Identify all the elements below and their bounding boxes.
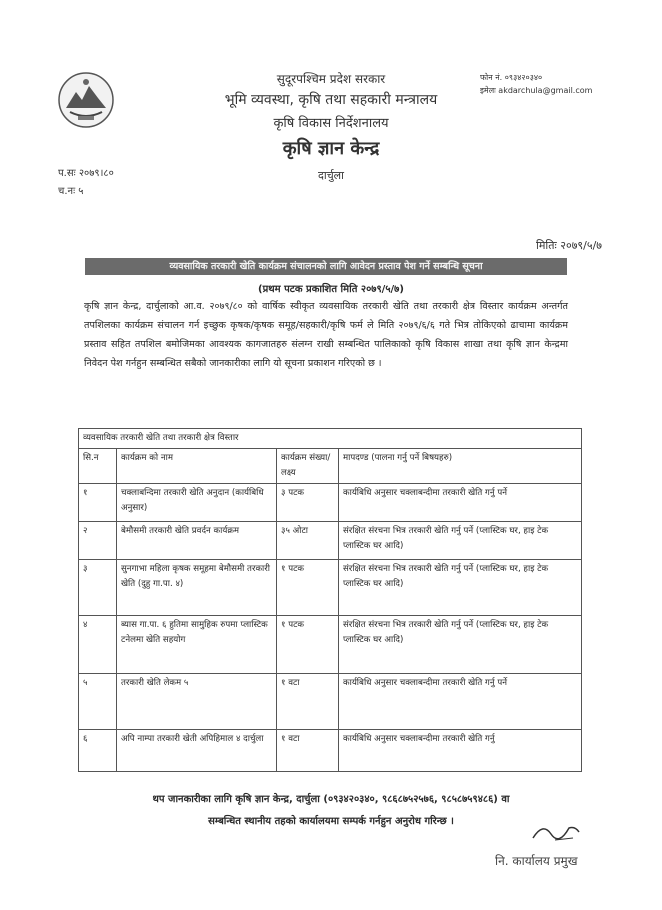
header-location: दार्चुला xyxy=(318,169,344,182)
cell-sn: २ xyxy=(79,522,117,560)
table-row xyxy=(79,484,582,522)
cell-criteria: संरक्षित संरचना भित्र तरकारी खेति गर्नु पर्ने (प्लास्टिक घर, हाइ टेक प्लास्टिक घर आदि) xyxy=(339,522,582,560)
cell-qty: १ वटा xyxy=(277,674,339,730)
cell-qty: १ वटा xyxy=(277,730,339,772)
notice-subtitle: (प्रथम पटक प्रकाशित मिति २०७९/५/७) xyxy=(258,284,404,295)
cell-sn: ४ xyxy=(79,616,117,674)
cell-name: अपि नाम्पा तरकारी खेती अपिहिमाल ४ दार्चुला xyxy=(117,730,277,772)
table-row xyxy=(79,560,582,616)
table-row xyxy=(79,522,582,560)
cell-criteria: कार्यबिधि अनुसार चक्लाबन्दीमा तरकारी खेति गर्नु पर्ने xyxy=(339,674,582,730)
notice-body: कृषि ज्ञान केन्द्र, दार्चुलाको आ.व. २०७९/८० को वार्षिक स्वीकृत व्यवसायिक तरकारी खेति तथा तरकारी क्षेत्र विस्तार कार्यक्रम अन्तर्गत तपशिलका कार्यक्रम संचालन गर्न इच्छुक कृषक/कृषक समूह/सहकारी/कृषि फर्म ले मिति २०७९/६/६ गते भित्र तोकिएको ढाचामा कार्यक्रम प्रस्ताव सहित तपशिल बमोजिमका आवश्यक कागजातहरु संलग्न राखी सम्बन्धित पालिकाको कृषि विकास शाखा तथा कृषि ज्ञान केन्द्रमा निवेदन पेश गर्नहुन सम्बन्धित सबैको जानकारीका लागि यो सूचना प्रकाशन गरिएको छ । xyxy=(84,301,568,369)
header-ministry: भूमि व्यवस्था, कृषि तथा सहकारी मन्त्रालय xyxy=(224,92,438,108)
cell-name: सुनगाभा महिला कृषक समूहमा बेमौसमी तरकारी खेति (दुहु गा.पा. ४) xyxy=(117,560,277,616)
signature-label: नि. कार्यालय प्रमुख xyxy=(495,854,578,868)
cell-sn: ५ xyxy=(79,674,117,730)
column-header-name: कार्यक्रम को नाम xyxy=(117,449,277,484)
signature-mark xyxy=(525,818,585,846)
header-office-name: कृषि ज्ञान केन्द्र xyxy=(282,138,380,159)
footer-contact-line: थप जानकारीका लागि कृषि ज्ञान केन्द्र, दार्चुला (०९३४२०३४०, ९८६८७५२५७६, ९८५८७५९४८६) वा xyxy=(152,794,510,805)
cell-criteria: कार्यबिधि अनुसार चक्लाबन्दीमा तरकारी खेति गर्नु xyxy=(339,730,582,772)
cell-criteria: कार्यबिधि अनुसार चक्लाबन्दीमा तरकारी खेति गर्नु पर्ने xyxy=(339,484,582,522)
dispatch-number: च.नः ५ xyxy=(58,186,84,197)
header-directorate: कृषि विकास निर्देशनालय xyxy=(273,116,389,131)
cell-name: ब्यास गा.पा. ६ हुतिमा सामुहिक रुपमा प्लास्टिक टनेलमा खेति सहयोग xyxy=(117,616,277,674)
table-header-row xyxy=(79,449,582,484)
column-header-sn: सि.न xyxy=(79,449,117,484)
cell-qty: १ पटक xyxy=(277,560,339,616)
table-title: व्यवसायिक तरकारी खेति तथा तरकारी क्षेत्र विस्तार xyxy=(79,429,582,449)
cell-criteria: संरक्षित संरचना भित्र तरकारी खेति गर्नु पर्ने (प्लास्टिक घर, हाइ टेक प्लास्टिक घर आदि) xyxy=(339,616,582,674)
column-header-qty: कार्यक्रम संख्या/लक्ष्य xyxy=(277,449,339,484)
reference-number: प.सः २०७९।८० xyxy=(58,168,114,179)
column-header-criteria: मापदण्ड (पालना गर्नु पर्ने बिषयहरु) xyxy=(339,449,582,484)
cell-name: चक्लाबन्दिमा तरकारी खेति अनुदान (कार्यबिधि अनुसार) xyxy=(117,484,277,522)
cell-name: बेमौसमी तरकारी खेति प्रवर्दन कार्यक्रम xyxy=(117,522,277,560)
table-title-row xyxy=(79,429,582,449)
cell-qty: ३५ ओटा xyxy=(277,522,339,560)
table-row xyxy=(79,730,582,772)
cell-sn: ६ xyxy=(79,730,117,772)
cell-qty: ३ पटक xyxy=(277,484,339,522)
cell-qty: १ पटक xyxy=(277,616,339,674)
contact-phone: फोन नं. ०९३४२०३४० xyxy=(480,73,543,82)
cell-name: तरकारी खेति लेकम ५ xyxy=(117,674,277,730)
notice-date: मितिः २०७९/५/७ xyxy=(536,239,602,252)
notice-subject: व्यवसायिक तरकारी खेति कार्यक्रम संचालनको लागि आवेदन प्रस्ताव पेश गर्ने सम्बन्धि सूचना xyxy=(85,258,567,275)
program-table xyxy=(78,428,582,772)
table-row xyxy=(79,674,582,730)
cell-criteria: संरक्षित संरचना भित्र तरकारी खेति गर्नु पर्ने (प्लास्टिक घर, हाइ टेक प्लास्टिक घर आदि) xyxy=(339,560,582,616)
footer-request-line: सम्बन्धित स्थानीय तहको कार्यालयमा सम्पर्क गर्नहुन अनुरोध गरिन्छ । xyxy=(208,816,454,827)
header-government: सुदूरपश्चिम प्रदेश सरकार xyxy=(276,72,386,86)
contact-email: इमेलः akdarchula@gmail.com xyxy=(480,86,593,95)
cell-sn: १ xyxy=(79,484,117,522)
cell-sn: ३ xyxy=(79,560,117,616)
table-row xyxy=(79,616,582,674)
